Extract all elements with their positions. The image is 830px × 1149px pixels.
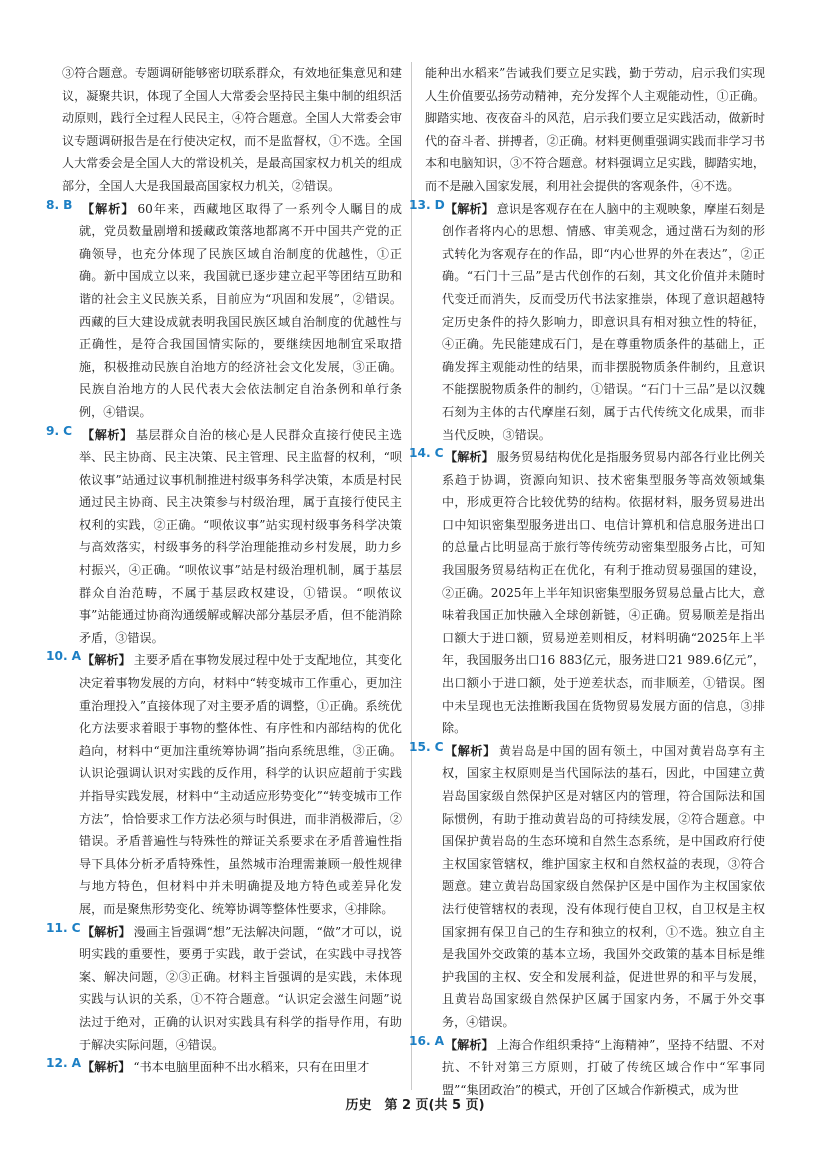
question-number-label xyxy=(46,424,72,438)
answer-letter: A xyxy=(434,1033,445,1048)
answer-body xyxy=(442,446,765,740)
question-number-label xyxy=(46,198,72,212)
answer-item-8 xyxy=(46,197,402,424)
column-divider xyxy=(411,62,412,1090)
question-number: 14. xyxy=(409,446,431,461)
analysis-tag: 【解析】 xyxy=(445,201,494,216)
answer-item-13 xyxy=(409,197,765,447)
answer-body xyxy=(79,1056,402,1079)
question-number-label xyxy=(409,198,445,212)
answer-letter: A xyxy=(71,1056,82,1071)
answer-item-11 xyxy=(46,920,402,1057)
answer-item-15 xyxy=(409,739,765,1034)
answer-body xyxy=(79,649,402,920)
answer-letter: B xyxy=(63,197,73,212)
answer-letter: C xyxy=(71,920,81,935)
question-number: 9. xyxy=(46,423,60,438)
analysis-tag: 【解析】 xyxy=(445,450,494,465)
question-number: 15. xyxy=(409,739,431,754)
analysis-tag: 【解析】 xyxy=(445,1037,494,1052)
analysis-text: 服务贸易结构优化是指服务贸易内部各行业比例关系趋于协调，资源向知识、技术密集型服务等高效领域集中，形成更符合比较优势的结构。依据材料，服务贸易进出口中知识密集型服务进出口、电信计算机和信息服务进出口的总量占比明显高于旅行等传统劳动密集型服务占比，可知我国服务贸易结构正在优化，有利于推动贸易强国的建设，②正确。2025年上半年知识密集型服务贸易总量占比大，意味着我国正加快融入全球创新链，④正确。贸易顺差是指出口额大于进口额，贸易逆差则相反，材料明确“2025年上半年，我国服务出口16 883亿元，服务进口21 989.6亿元”，出口额小于进口额，处于逆差状态，而非顺差，①错误。图中未呈现也无法推断我国在货物贸易发展方面的信息，③排除。 xyxy=(442,450,765,736)
question-number-label xyxy=(46,1056,81,1070)
answer-item-14 xyxy=(409,446,765,740)
analysis-tag: 【解析】 xyxy=(82,924,131,939)
answer-item-16 xyxy=(409,1033,765,1102)
answer-letter: C xyxy=(434,446,444,461)
right-continuation: 能种出水稻来”告诫我们要立足实践，勤于劳动，启示我们实现人生价值要弘扬劳动精神，充分发挥个人主观能动性，①正确。脚踏实地、夜夜奋斗的风范，启示我们要立足实践活动，做新时代的奋斗者、拼搏者，②正确。材料更侧重强调实践而非学习书本和电脑知识，③不符合题意。材料强调立足实践，脚踏实地，而不是融入国家发展，利用社会提供的客观条件，④不选。 xyxy=(425,66,765,193)
answer-letter: C xyxy=(434,739,444,754)
analysis-text: 上海合作组织秉持“上海精神”，坚持不结盟、不对抗、不针对第三方原则，打破了传统区域合作中“军事同盟”“集团政治”的模式，开创了区域合作新模式，成为世 xyxy=(442,1037,765,1097)
question-number: 8. xyxy=(46,197,60,212)
analysis-tag: 【解析】 xyxy=(82,201,135,216)
analysis-text: 主要矛盾在事物发展过程中处于支配地位，其变化决定着事物发展的方向，材料中“转变城市工作重心，更加注重治理投入”直接体现了对主要矛盾的调整，①正确。系统优化方法要求着眼于事物的整体性、有序性和内部结构的优化趋向，材料中“更加注重统筹协调”指向系统思维，③正确。认识论强调认识对实践的反作用，科学的认识应超前于实践并指导实践发展，材料中“主动适应形势变化”“转变城市工作方法”，恰恰要求工作方法必须与时俱进，而非消极滞后，②错误。矛盾普遍性与特殊性的辩证关系要求在矛盾普遍性指导下具体分析矛盾特殊性，虽然城市治理需兼顾一般性规律与地方特色，但材料中并未明确提及地方特色或差异化发展，而是聚焦形势变化、统筹协调等整体性要求，④排除。 xyxy=(79,653,402,916)
question-number: 16. xyxy=(409,1033,431,1048)
question-number-label xyxy=(46,649,81,663)
question-number: 12. xyxy=(46,1056,68,1071)
answer-body xyxy=(442,198,765,447)
question-number: 10. xyxy=(46,649,68,664)
analysis-text: 漫画主旨强调“想”无法解决问题，“做”才可以，说明实践的重要性，要勇于实践，敢于尝试，在实践中寻找答案、解决问题，②③正确。材料主旨强调的是实践，未体现实践与认识的关系，①不符合题意。“认识定会滋生问题”说法过于绝对，正确的认识对实践具有科学的指导作用，有助于解决实际问题，④错误。 xyxy=(79,924,402,1052)
question-number-label xyxy=(409,446,444,460)
answer-letter: D xyxy=(434,197,445,212)
answer-letter: C xyxy=(63,423,73,438)
answer-body xyxy=(442,1034,765,1102)
answer-body xyxy=(79,921,402,1057)
right-column xyxy=(409,62,765,1101)
question-number-label xyxy=(409,740,444,754)
analysis-tag: 【解析】 xyxy=(445,743,496,758)
analysis-text: 黄岩岛是中国的固有领土，中国对黄岩岛享有主权，国家主权原则是当代国际法的基石，因此，中国建立黄岩岛国家级自然保护区是对辖区内的管理，符合国际法和国际惯例，有助于推动黄岩岛的可持续发展，②符合题意。中国保护黄岩岛的生态环境和自然生态系统，是中国政府行使主权国家管辖权，维护国家主权和自然权益的表现，③符合题意。建立黄岩岛国家级自然保护区是中国作为主权国家依法行使管辖权的表现，没有体现行使自卫权，自卫权是主权国家拥有保卫自己的生存和独立的权利，①不选。独立自主是我国外交政策的基本立场，我国外交政策的基本目标是维护我国的主权、安全和发展利益，促进世界的和平与发展，且黄岩岛国家级自然保护区属于国家内务，不属于外交事务，④错误。 xyxy=(442,743,765,1029)
analysis-tag: 【解析】 xyxy=(82,427,133,442)
analysis-text: 意识是客观存在在人脑中的主观映象，摩崖石刻是创作者将内心的思想、情感、审美观念，通过凿石为刻的形式转化为客观存在的作品，即“内心世界的外在表达”，②正确。“石门十三品”是古代创作的石刻，其文化价值并未随时代变迁而消失，反而受历代书法家推崇，体现了意识超越特定历史条件的持久影响力，即意识具有相对独立性的特征，④正确。先民能建成石门，是在尊重物质条件的基础上，正确发挥主观能动性的结果，而非摆脱物质条件制约，且意识不能摆脱物质条件的制约，①错误。“石门十三品”是以汉魏石刻为主体的古代摩崖石刻，属于古代传统文化成果，而非当代反映，③错误。 xyxy=(442,201,765,442)
left-column xyxy=(46,62,402,1079)
answer-body xyxy=(79,198,402,424)
question-number-label xyxy=(46,921,81,935)
analysis-tag: 【解析】 xyxy=(82,653,131,668)
analysis-text: “书本电脑里面种不出水稻来，只有在田里才 xyxy=(133,1060,370,1075)
answer-item-9 xyxy=(46,423,402,650)
analysis-text: 基层群众自治的核心是人民群众直接行使民主选举、民主协商、民主决策、民主管理、民主监督的权利，“呗侬议事”站通过议事机制推进村级事务科学决策，本质是村民通过民主协商、民主决策参与村级治理，属于直接行使民主权利的实践，②正确。“呗侬议事”站实现村级事务科学决策与高效落实，村级事务的科学治理能推动乡村发展，助力乡村振兴，④正确。“呗侬议事”站是村级治理机制，属于基层群众自治范畴，不属于基层政权建设，①错误。“呗侬议事”站能通过协商沟通缓解或解决部分基层矛盾，但不能消除矛盾，③错误。 xyxy=(79,427,402,645)
answer-item-10 xyxy=(46,649,402,920)
answer-letter: A xyxy=(71,649,82,664)
question-number-label xyxy=(409,1034,444,1048)
left-continuation: ③符合题意。专题调研能够密切联系群众，有效地征集意见和建议，凝聚共识，体现了全国人大常委会坚持民主集中制的组织活动原则，践行全过程人民民主，④符合题意。全国人大常委会审议专题调研报告是在行使决定权，而不是监督权，①不选。全国人大常委会是全国人大的常设机关，是最高国家权力机关的组成部分，全国人大是我国最高国家权力机关，②错误。 xyxy=(62,66,402,193)
answer-body xyxy=(442,740,765,1034)
answer-item-12 xyxy=(46,1056,402,1079)
page-footer: 历史 第 2 页(共 5 页) xyxy=(345,1098,485,1113)
question-number: 11. xyxy=(46,920,68,935)
answer-body xyxy=(79,424,402,650)
question-number: 13. xyxy=(409,197,431,212)
analysis-text: 60年来，西藏地区取得了一系列令人瞩目的成就，党员数量剧增和援藏政策落地都离不开中国共产党的正确领导，也充分体现了民族区域自治制度的优越性，①正确。新中国成立以来，我国就已逐步建立起平等团结互助和谐的社会主义民族关系，目前应为“巩固和发展”，②错误。西藏的巨大建设成就表明我国民族区域自治制度的优越性与正确性，是符合我国国情实际的，要继续因地制宜采取措施，积极推动民族自治地方的经济社会文化发展，③正确。民族自治地方的人民代表大会依法制定自治条例和单行条例，④错误。 xyxy=(79,201,402,419)
analysis-tag: 【解析】 xyxy=(82,1060,131,1075)
